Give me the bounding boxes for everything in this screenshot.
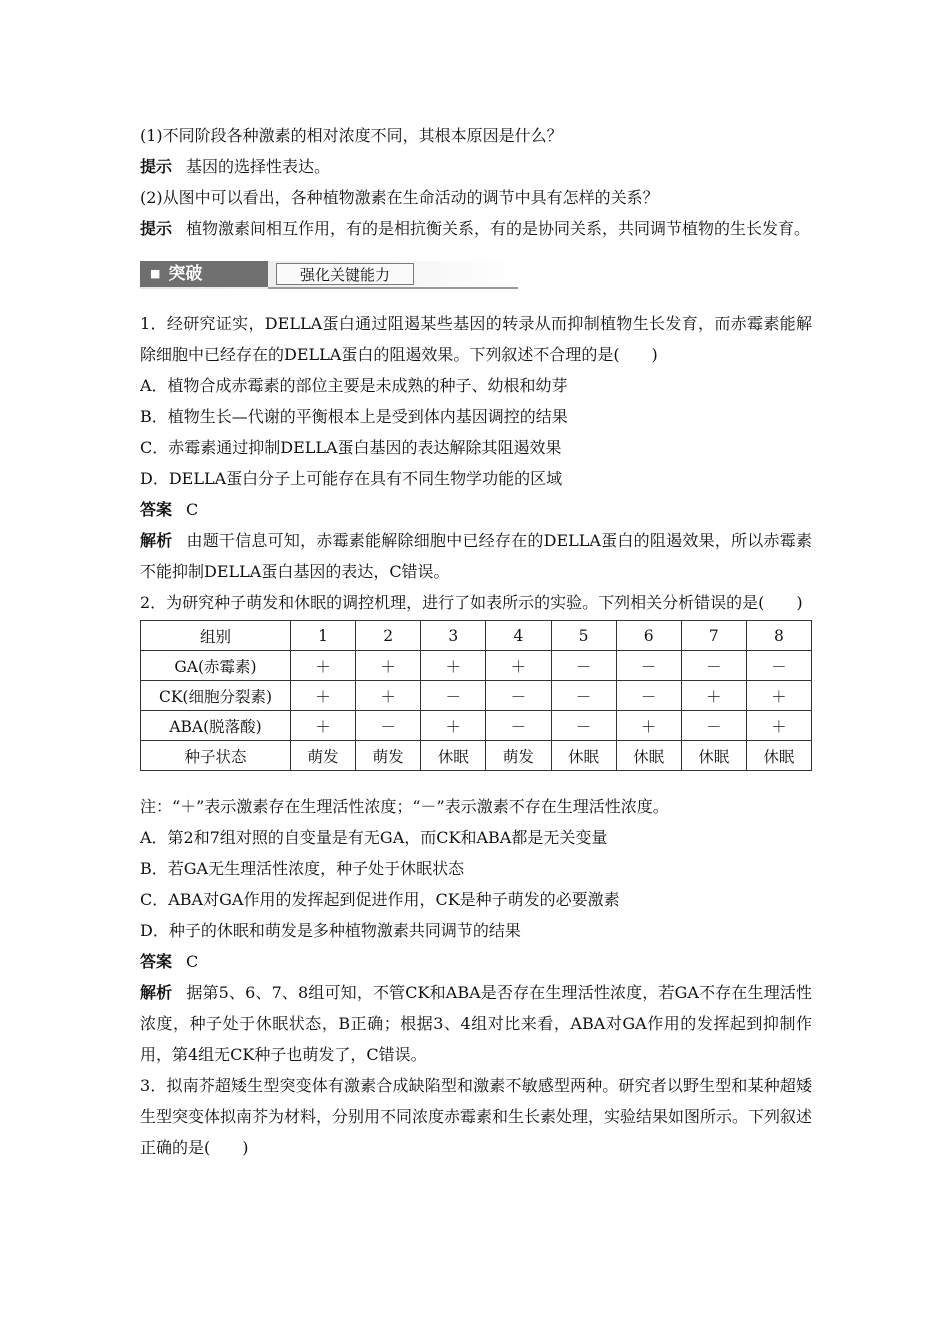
- question-1-option-a: A．植物合成赤霉素的部位主要是未成熟的种子、幼根和幼芽: [140, 376, 568, 395]
- question-2-option-a: A．第2和7组对照的自变量是有无GA，而CK和ABA都是无关变量: [140, 828, 608, 847]
- table-cell: ＋: [746, 681, 811, 711]
- table-header-row: [141, 621, 812, 651]
- table-cell: ＋: [356, 681, 421, 711]
- answer-value: C: [186, 952, 199, 971]
- table-cell: 休眠: [551, 741, 616, 771]
- answer-label: 答案: [140, 952, 173, 971]
- analysis-label: 解析: [140, 983, 173, 1002]
- table-cell: 萌发: [486, 741, 551, 771]
- analysis-label: 解析: [140, 531, 173, 550]
- table-cell: ＋: [291, 681, 356, 711]
- table-header-cell: 5: [551, 621, 616, 651]
- table-cell: －: [551, 681, 616, 711]
- table-cell: 休眠: [616, 741, 681, 771]
- table-cell: －: [356, 711, 421, 741]
- question-3-stem: 3．拟南芥超矮生型突变体有激素合成缺陷型和激素不敏感型两种。研究者以野生型和某种超矮生型突变体拟南芥为材料，分别用不同浓度赤霉素和生长素处理，实验结果如图所示。下列叙述正确的是( ): [140, 1076, 813, 1157]
- table-row: [141, 651, 812, 681]
- hint-answer-1: 基因的选择性表达。: [186, 157, 331, 176]
- table-header-cell: 1: [291, 621, 356, 651]
- table-cell: ＋: [421, 651, 486, 681]
- table-cell: ＋: [616, 711, 681, 741]
- question-2-stem: 2．为研究种子萌发和休眠的调控机理，进行了如表所示的实验。下列相关分析错误的是( ): [140, 593, 803, 612]
- table-row: [141, 711, 812, 741]
- table-cell: GA(赤霉素): [141, 651, 291, 681]
- table-cell: ＋: [291, 651, 356, 681]
- question-2-option-c: C．ABA对GA作用的发挥起到促进作用，CK是种子萌发的必要激素: [140, 890, 620, 909]
- table-cell: －: [746, 651, 811, 681]
- hint-label: 提示: [140, 157, 173, 176]
- table-note: 注：“＋”表示激素存在生理活性浓度；“－”表示激素不存在生理活性浓度。: [140, 797, 669, 816]
- experiment-table: [140, 620, 812, 771]
- hint-answer-2: 植物激素间相互作用，有的是相抗衡关系，有的是协同关系，共同调节植物的生长发育。: [186, 219, 811, 238]
- intro-hint-1: [140, 151, 812, 182]
- table-header-cell: 2: [356, 621, 421, 651]
- table-cell: －: [421, 681, 486, 711]
- question-2-option-d: D．种子的休眠和萌发是多种植物激素共同调节的结果: [140, 921, 521, 940]
- answer-value: C: [186, 500, 199, 519]
- table-row: [141, 741, 812, 771]
- table-cell: CK(细胞分裂素): [141, 681, 291, 711]
- table-header-cell: 8: [746, 621, 811, 651]
- banner-title: 突破: [168, 264, 203, 284]
- table-cell: －: [681, 711, 746, 741]
- table-header-cell: 3: [421, 621, 486, 651]
- table-header-cell: 7: [681, 621, 746, 651]
- table-cell: ＋: [356, 651, 421, 681]
- document-page: [140, 120, 812, 1163]
- table-cell: 休眠: [681, 741, 746, 771]
- intro-hint-2: [140, 213, 812, 244]
- question-1-analysis: [140, 525, 812, 587]
- table-row: [141, 681, 812, 711]
- table-cell: －: [486, 711, 551, 741]
- intro-question-2: (2)从图中可以看出，各种植物激素在生命活动的调节中具有怎样的关系？: [140, 188, 659, 207]
- table-cell: －: [551, 651, 616, 681]
- table-cell: －: [616, 681, 681, 711]
- table-cell: ABA(脱落酸): [141, 711, 291, 741]
- table-header-cell: 组别: [141, 621, 291, 651]
- question-1-stem: 1．经研究证实，DELLA蛋白通过阻遏某些基因的转录从而抑制植物生长发育，而赤霉素能解除细胞中已经存在的DELLA蛋白的阻遏效果。下列叙述不合理的是( ): [140, 314, 812, 364]
- question-2-analysis: [140, 977, 812, 1070]
- table-cell: 萌发: [356, 741, 421, 771]
- table-cell: ＋: [486, 651, 551, 681]
- square-icon: ■: [150, 267, 161, 280]
- hint-label: 提示: [140, 219, 173, 238]
- question-1-option-b: B．植物生长—代谢的平衡根本上是受到体内基因调控的结果: [140, 407, 568, 426]
- analysis-text: 据第5、6、7、8组可知，不管CK和ABA是否存在生理活性浓度，若GA不存在生理活性浓度，种子处于休眠状态，B正确；根据3、4组对比来看，ABA对GA作用的发挥起到抑制作用，第4组无CK种子也萌发了，C错误。: [140, 983, 812, 1064]
- intro-question-1: (1)不同阶段各种激素的相对浓度不同，其根本原因是什么？: [140, 126, 563, 145]
- banner-title-block: [140, 261, 268, 287]
- answer-label: 答案: [140, 500, 173, 519]
- banner-subtitle: 强化关键能力: [276, 263, 414, 285]
- question-1-option-c: C．赤霉素通过抑制DELLA蛋白基因的表达解除其阻遏效果: [140, 438, 562, 457]
- question-2-option-b: B．若GA无生理活性浓度，种子处于休眠状态: [140, 859, 465, 878]
- table-cell: ＋: [291, 711, 356, 741]
- table-cell: 种子状态: [141, 741, 291, 771]
- table-header-cell: 4: [486, 621, 551, 651]
- table-cell: －: [616, 651, 681, 681]
- banner-underline: [268, 287, 518, 289]
- table-cell: ＋: [421, 711, 486, 741]
- table-cell: ＋: [681, 681, 746, 711]
- analysis-text: 由题干信息可知，赤霉素能解除细胞中已经存在的DELLA蛋白的阻遏效果，所以赤霉素不能抑制DELLA蛋白基因的表达，C错误。: [140, 531, 812, 581]
- table-cell: －: [486, 681, 551, 711]
- table-cell: ＋: [746, 711, 811, 741]
- question-1-option-d: D．DELLA蛋白分子上可能存在具有不同生物学功能的区域: [140, 469, 563, 488]
- table-cell: 萌发: [291, 741, 356, 771]
- table-cell: 休眠: [421, 741, 486, 771]
- table-cell: －: [681, 651, 746, 681]
- table-cell: －: [551, 711, 616, 741]
- table-cell: 休眠: [746, 741, 811, 771]
- section-banner: [140, 258, 812, 292]
- question-1-answer: [140, 494, 812, 525]
- question-2-answer: [140, 946, 812, 977]
- table-header-cell: 6: [616, 621, 681, 651]
